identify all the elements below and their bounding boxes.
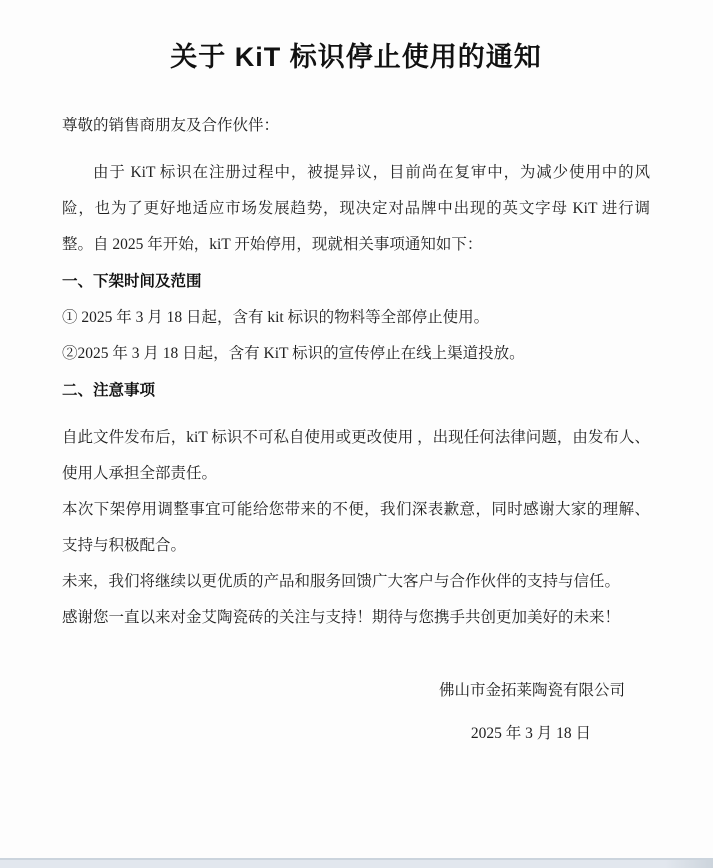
signature-company: 佛山市金拓莱陶瓷有限公司 xyxy=(438,682,625,699)
salutation-line: 尊敬的销售商朋友及合作伙伴： xyxy=(62,117,280,134)
document-body xyxy=(62,108,650,752)
intro-paragraph: 由于 KiT 标识在注册过程中，被提异议，目前尚在复审中，为减少使用中的风险，也为了更好地适应市场发展趋势，现决定对品牌中出现的英文字母 KiT 进行调整。自 2025 年开始，kiT 开始停用，现就相关事项通知如下： xyxy=(62,164,650,253)
section2-heading: 二、注意事项 xyxy=(62,382,156,399)
taskbar-corner-shade xyxy=(665,860,713,868)
section1-item-2: ②2025 年 3 月 18 日起，含有 KiT 标识的宣传停止在线上渠道投放。 xyxy=(62,345,525,362)
section2-paragraph-4: 感谢您一直以来对金艾陶瓷砖的关注与支持！期待与您携手共创更加美好的未来！ xyxy=(62,609,621,626)
section2-paragraph-1: 自此文件发布后，kiT 标识不可私自使用或更改使用 ，出现任何法律问题，由发布人、使用人承担全部责任。 xyxy=(62,429,650,482)
section2-paragraph-3: 未来，我们将继续以更优质的产品和服务回馈广大客户与合作伙伴的支持与信任。 xyxy=(62,573,621,590)
section1-heading: 一、下架时间及范围 xyxy=(62,273,202,290)
taskbar-edge xyxy=(0,858,713,868)
signature-block xyxy=(62,673,650,752)
section2-paragraph-2: 本次下架停用调整事宜可能给您带来的不便，我们深表歉意，同时感谢大家的理解、支持与积极配合。 xyxy=(62,501,650,554)
signature-date: 2025 年 3 月 18 日 xyxy=(470,725,591,742)
document-title: 关于 KiT 标识停止使用的通知 xyxy=(170,42,542,72)
section1-item-1: ① 2025 年 3 月 18 日起，含有 kit 标识的物料等全部停止使用。 xyxy=(62,309,490,326)
